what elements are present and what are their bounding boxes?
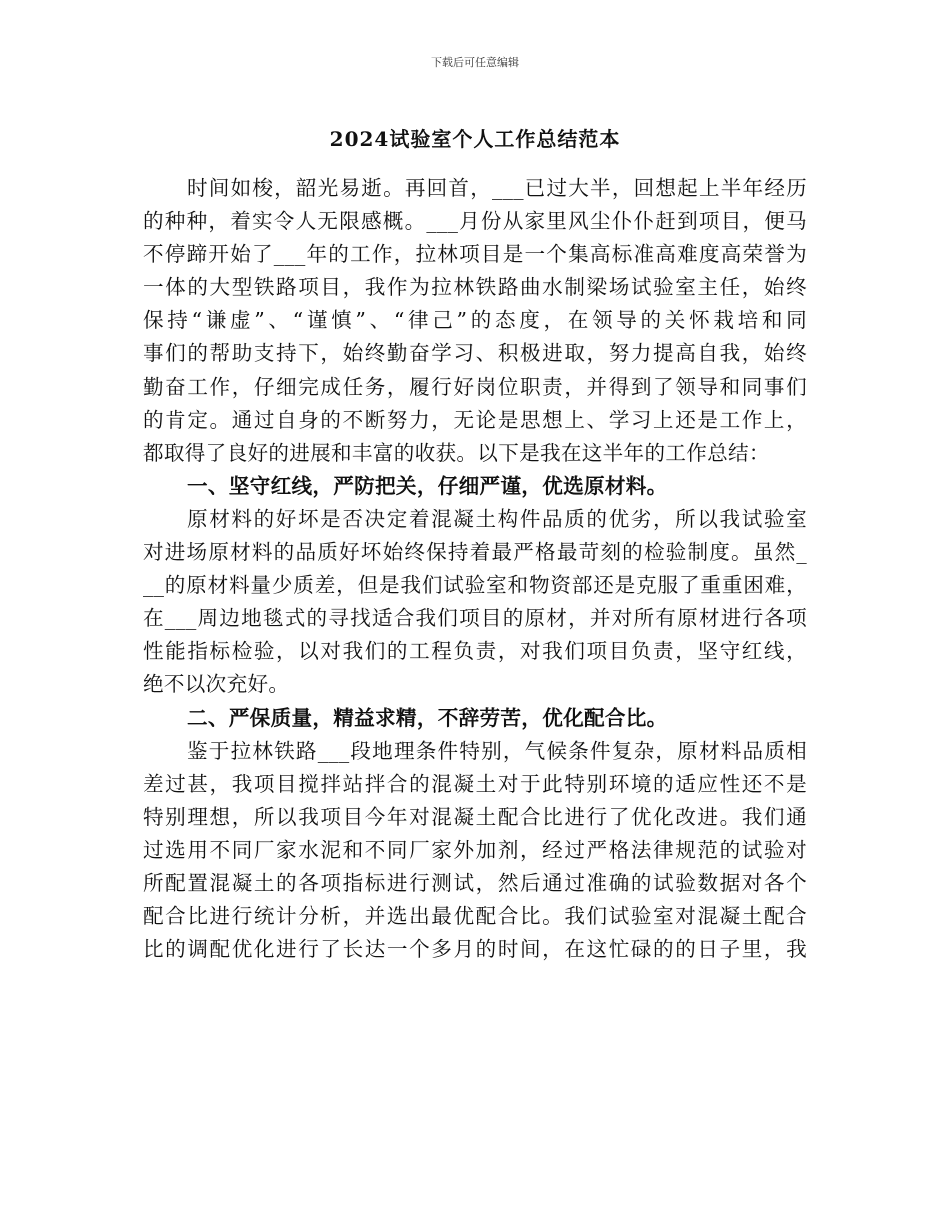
- paragraph-line: 的肯定。通过自身的不断努力，无论是思想上、学习上还是工作上，: [143, 407, 807, 432]
- paragraph-line: 性能指标检验，以对我们的工程负责，对我们项目负责，坚守红线，: [143, 639, 807, 664]
- paragraph-line: 的种种，着实令人无限感概。___月份从家里风尘仆仆赶到项目，便马: [143, 209, 807, 234]
- paragraph-line: 都取得了良好的进展和丰富的收获。以下是我在这半年的工作总结：: [143, 440, 770, 465]
- header-note: 下载后可任意编辑: [431, 56, 519, 69]
- paragraph-line: 事们的帮助支持下，始终勤奋学习、积极进取，努力提高自我，始终: [143, 341, 807, 366]
- paragraph-line: __的原材料量少质差，但是我们试验室和物资部还是克服了重重困难，: [143, 573, 807, 598]
- paragraph-line: 时间如梭，韶光易逝。再回首，___已过大半，回想起上半年经历: [187, 176, 807, 200]
- paragraph-line: 一体的大型铁路项目，我作为拉林铁路曲水制梁场试验室主任，始终: [143, 275, 807, 300]
- paragraph-line: 原材料的好坏是否决定着混凝土构件品质的优劣，所以我试验室: [187, 506, 807, 531]
- paragraph-line: 配合比进行统计分析，并选出最优配合比。我们试验室对混凝土配合: [143, 904, 807, 929]
- paragraph-line: 所配置混凝土的各项指标进行测试，然后通过准确的试验数据对各个: [143, 870, 807, 895]
- paragraph-line: 比的调配优化进行了长达一个多月的时间，在这忙碌的的日子里，我: [143, 937, 807, 962]
- paragraph-line: 过选用不同厂家水泥和不同厂家外加剂，经过严格法律规范的试验对: [143, 837, 807, 862]
- paragraph-line: 对进场原材料的品质好坏始终保持着最严格最苛刻的检验制度。虽然_: [143, 540, 807, 565]
- paragraph-line: 勤奋工作，仔细完成任务，履行好岗位职责，并得到了领导和同事们: [143, 374, 807, 399]
- paragraph-line: 差过甚，我项目搅拌站拌合的混凝土对于此特别环境的适应性还不是: [143, 771, 807, 796]
- section-heading: 一、坚守红线，严防把关，仔细严谨，优选原材料。: [187, 473, 668, 498]
- paragraph-line: 不停蹄开始了___年的工作，拉林项目是一个集高标准高难度高荣誉为: [143, 242, 807, 267]
- paragraph-line: 鉴于拉林铁路___段地理条件特别，气候条件复杂，原材料品质相: [187, 738, 807, 763]
- document-title: 2024试验室个人工作总结范本: [329, 127, 621, 151]
- paragraph-line: 保持“谦虚”、“谨慎”、“律己”的态度，在领导的关怀栽培和同: [143, 308, 807, 333]
- paragraph-line: 绝不以次充好。: [143, 672, 290, 697]
- paragraph-line: 特别理想，所以我项目今年对混凝土配合比进行了优化改进。我们通: [143, 804, 807, 829]
- section-heading: 二、严保质量，精益求精，不辞劳苦，优化配合比。: [187, 705, 668, 730]
- document-body: [143, 172, 807, 966]
- paragraph-line: 在___周边地毯式的寻找适合我们项目的原材，并对所有原材进行各项: [143, 606, 807, 631]
